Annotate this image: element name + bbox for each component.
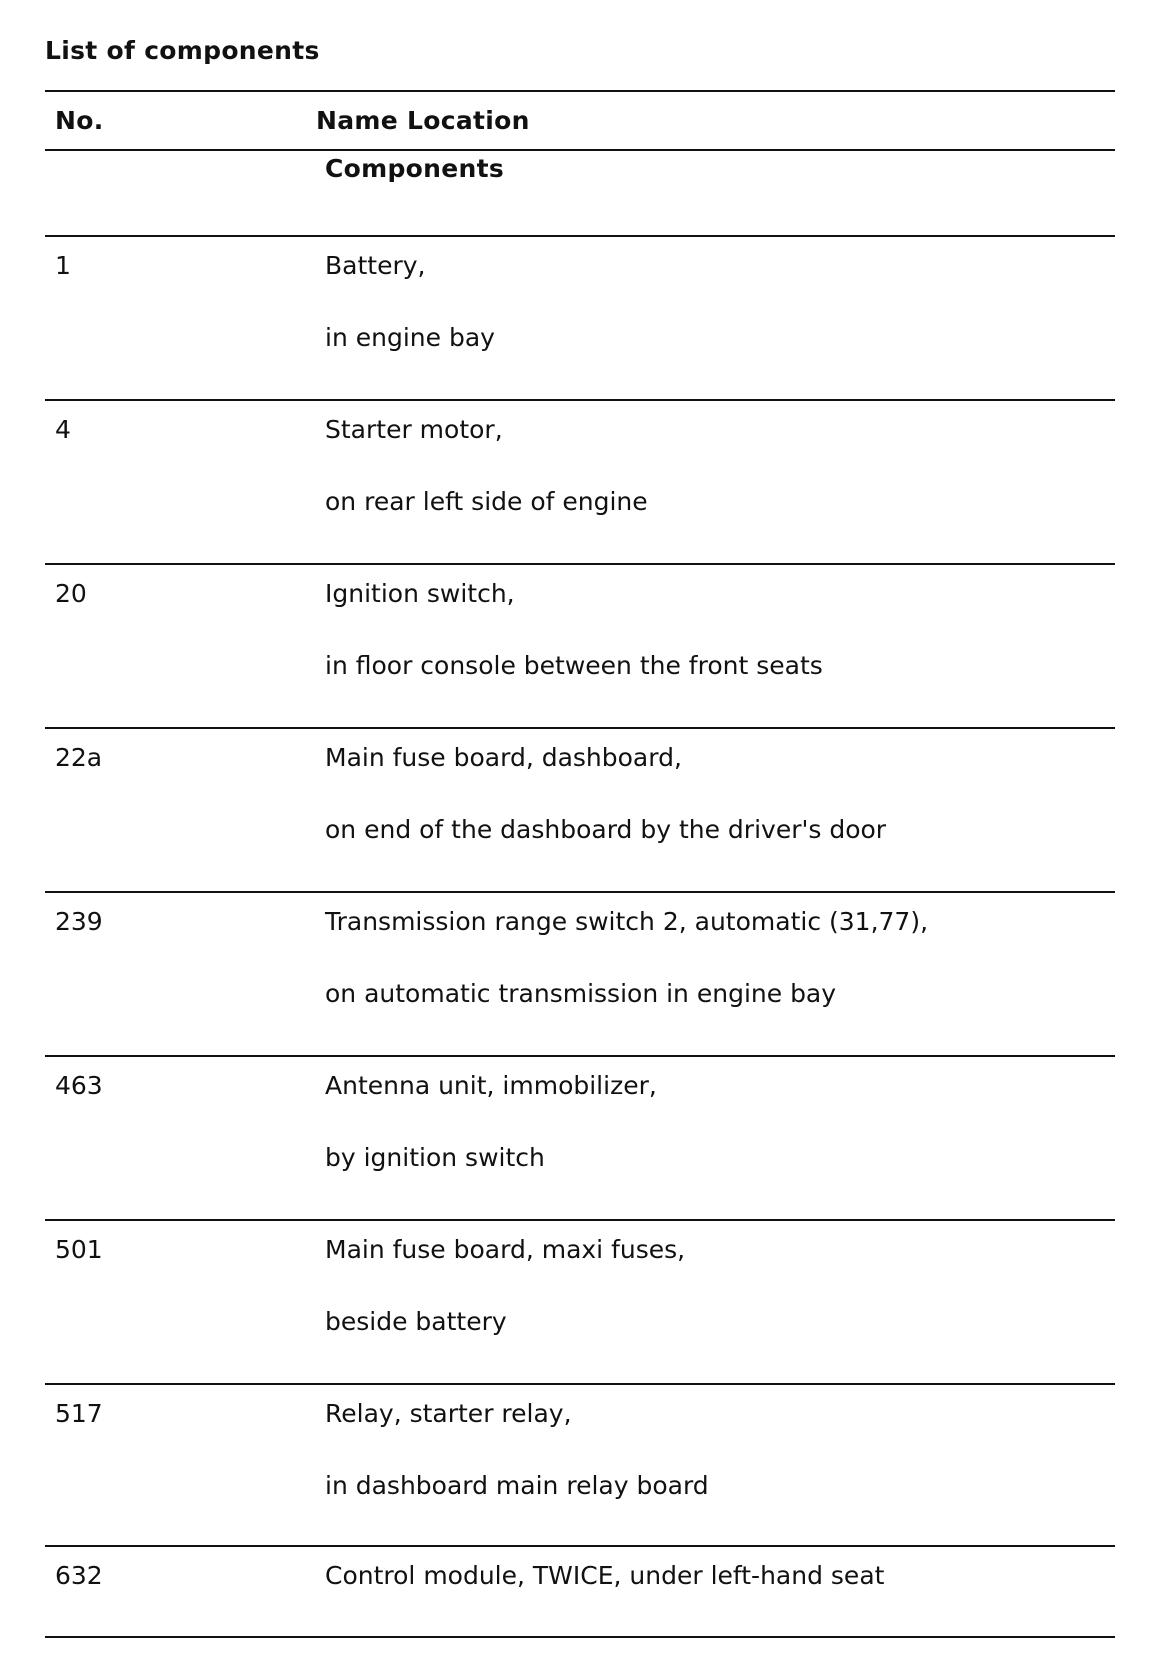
row-number: 20: [55, 579, 87, 608]
row-component-name: Main fuse board, dashboard,: [325, 743, 682, 772]
row-component-location: on rear left side of engine: [325, 487, 648, 516]
row-component-location: on automatic transmission in engine bay: [325, 979, 837, 1008]
section-heading-components: Components: [325, 154, 505, 183]
row-component-location: in floor console between the front seats: [325, 651, 823, 680]
row-component-location: on end of the dashboard by the driver's door: [325, 815, 887, 844]
row-component-name: Battery,: [325, 251, 426, 280]
header-bottom-rule: [45, 149, 1115, 151]
row-number: 632: [55, 1561, 103, 1590]
row-component-name: Transmission range switch 2, automatic (31,77),: [325, 907, 929, 936]
row-number: 4: [55, 415, 71, 444]
row-component-name: Ignition switch,: [325, 579, 515, 608]
row-component-location: in dashboard main relay board: [325, 1471, 709, 1500]
row-number: 501: [55, 1235, 103, 1264]
row-component-location: by ignition switch: [325, 1143, 545, 1172]
document-title: List of components: [45, 36, 320, 65]
header-name-location: Name Location: [316, 106, 530, 135]
row-number: 22a: [55, 743, 103, 772]
row-component-location: in engine bay: [325, 323, 495, 352]
header-no: No.: [55, 106, 104, 135]
row-divider: [45, 399, 1115, 401]
table-top-rule: [45, 90, 1115, 92]
row-divider: [45, 1219, 1115, 1221]
row-divider: [45, 563, 1115, 565]
row-divider: [45, 1055, 1115, 1057]
table-bottom-rule: [45, 1636, 1115, 1638]
row-number: 517: [55, 1399, 103, 1428]
row-divider: [45, 1383, 1115, 1385]
row-component-name: Control module, TWICE, under left-hand seat: [325, 1561, 885, 1590]
row-divider: [45, 1545, 1115, 1547]
row-component-location: beside battery: [325, 1307, 507, 1336]
row-divider: [45, 891, 1115, 893]
row-component-name: Relay, starter relay,: [325, 1399, 572, 1428]
row-component-name: Main fuse board, maxi fuses,: [325, 1235, 686, 1264]
row-divider: [45, 727, 1115, 729]
row-number: 463: [55, 1071, 103, 1100]
row-divider: [45, 235, 1115, 237]
row-component-name: Starter motor,: [325, 415, 503, 444]
row-component-name: Antenna unit, immobilizer,: [325, 1071, 657, 1100]
row-number: 1: [55, 251, 71, 280]
row-number: 239: [55, 907, 103, 936]
